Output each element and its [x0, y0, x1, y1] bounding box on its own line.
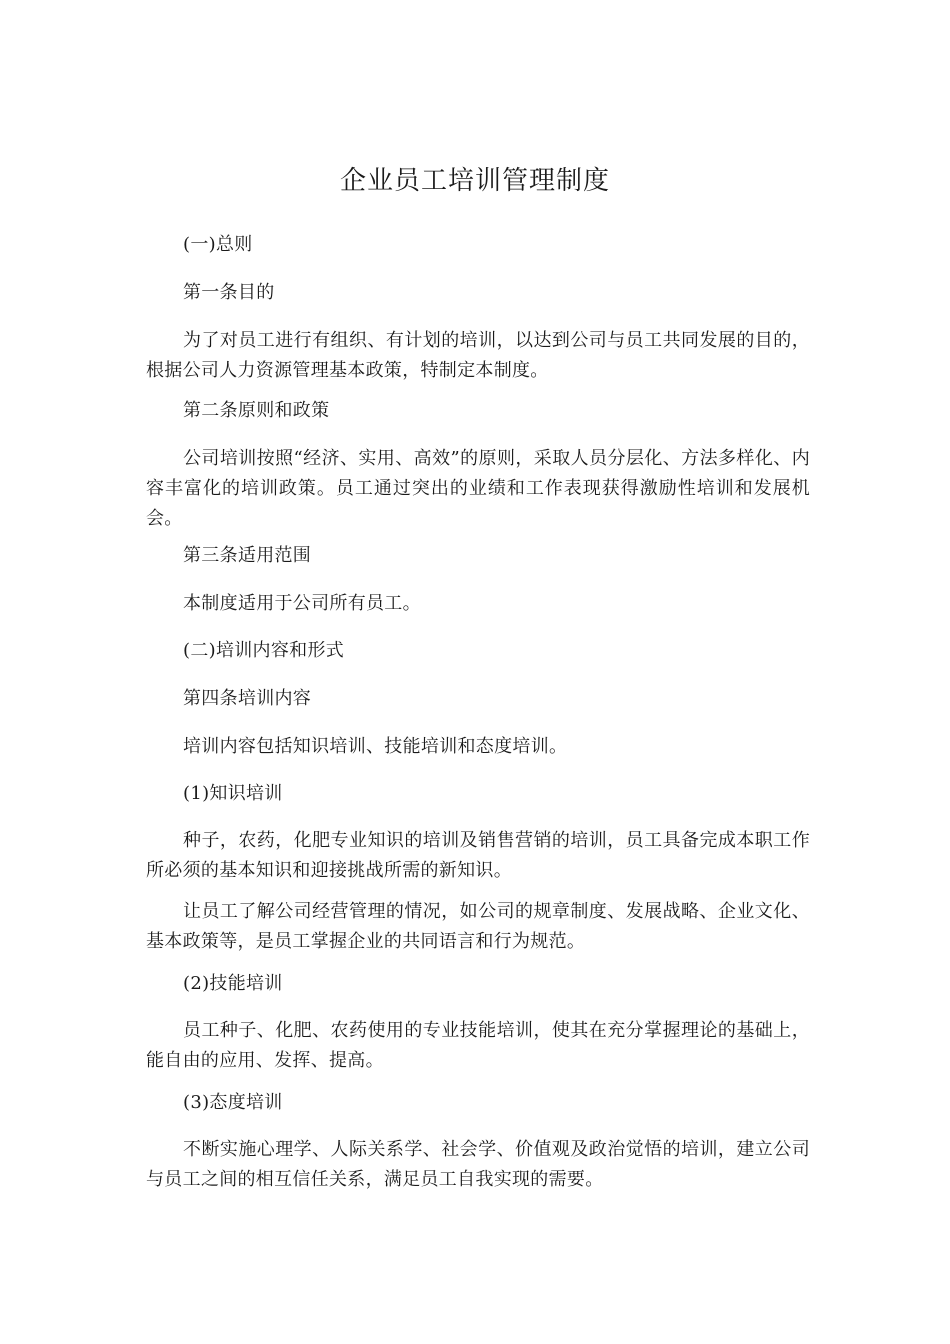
- article-heading-content: 第四条培训内容: [183, 688, 312, 709]
- subheading-attitude-training: (3)态度培训: [183, 1092, 283, 1113]
- subheading-knowledge-training: (1)知识培训: [183, 783, 283, 804]
- section-heading-general: (一)总则: [183, 234, 253, 255]
- article-heading-scope: 第三条适用范围: [183, 545, 312, 566]
- article-heading-purpose: 第一条目的: [183, 282, 275, 303]
- paragraph-attitude: 不断实施心理学、人际关系学、社会学、价值观及政治觉悟的培训，建立公司与员工之间的相互信任关系，满足员工自我实现的需要。: [146, 1139, 810, 1190]
- paragraph-purpose: 为了对员工进行有组织、有计划的培训，以达到公司与员工共同发展的目的，根据公司人力资源管理基本政策，特制定本制度。: [146, 330, 810, 381]
- paragraph-knowledge-2: 让员工了解公司经营管理的情况，如公司的规章制度、发展战略、企业文化、基本政策等，是员工掌握企业的共同语言和行为规范。: [146, 901, 810, 952]
- document-title: 企业员工培训管理制度: [339, 166, 610, 196]
- paragraph-knowledge-1: 种子，农药，化肥专业知识的培训及销售营销的培训，员工具备完成本职工作所必须的基本知识和迎接挑战所需的新知识。: [146, 830, 810, 881]
- subheading-skill-training: (2)技能培训: [183, 973, 283, 994]
- paragraph-scope: 本制度适用于公司所有员工。: [183, 593, 421, 614]
- paragraph-principles: 公司培训按照“经济、实用、高效”的原则，采取人员分层化、方法多样化、内容丰富化的培训政策。员工通过突出的业绩和工作表现获得激励性培训和发展机会。: [146, 448, 810, 529]
- article-heading-principles: 第二条原则和政策: [183, 400, 330, 421]
- paragraph-skill: 员工种子、化肥、农药使用的专业技能培训，使其在充分掌握理论的基础上，能自由的应用、发挥、提高。: [146, 1020, 810, 1071]
- paragraph-content: 培训内容包括知识培训、技能培训和态度培训。: [183, 736, 568, 757]
- section-heading-content-form: (二)培训内容和形式: [183, 640, 345, 661]
